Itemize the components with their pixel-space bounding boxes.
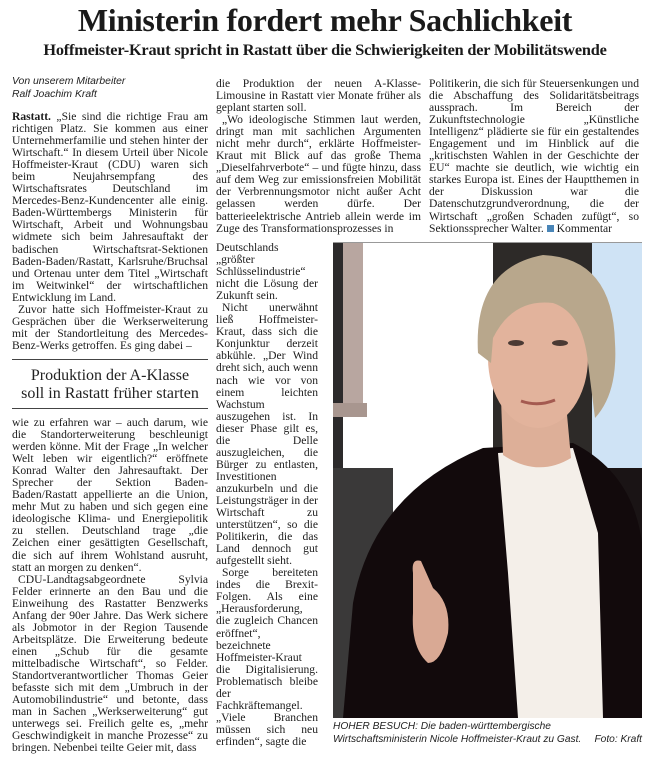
paragraph <box>429 78 639 235</box>
subheading <box>12 367 208 403</box>
eye <box>508 340 524 346</box>
paragraph: Sorge bereiteten indes die Brexit-Folgen. Als eine „Herausforderung, die zugleich Chancen eröffnet“, bezeichnete Hoffmeister-Kraut die Digitalisierung. Problematisch bleibe der Fachkräftemangel. „Viele Branchen müssen sich neu erfinden“, sagte die <box>216 566 318 748</box>
deck-subtitle: Hoffmeister-Kraut spricht in Rastatt über die Schwierigkeiten der Mobilitätswende <box>43 40 607 59</box>
photo-illustration <box>333 243 642 718</box>
body-column-1-bottom <box>12 417 208 754</box>
byline-role: Von unserem Mitarbeiter <box>12 76 126 87</box>
wall-panel <box>333 403 367 417</box>
paragraph-text: Politikerin, die sich für Steuersenkungen und die Abschaffung des Solidaritätsbeitrags aussprach. Im Bereich der Zukunftstechnologie „Künstliche Intelligenz“ plädierte sie für ein gestaltendes Engagement und im Hinblick auf die „kritischsten Wahlen in der Geschichte der EU“ machte sie deutlich, wie wichtig ein starkes Europa ist. Eines der Hauptthemen in der Diskussion war die Datenschutzgrundverordnung, die der Wirtschaft „großen Schaden zufügt“, so Sektionssprecher Walter. <box>429 77 639 235</box>
divider-rule <box>12 408 208 409</box>
subheading-line-1: Produktion der A-Klasse <box>30 367 190 384</box>
headline: Ministerin fordert mehr Sachlichkeit <box>77 2 573 38</box>
paragraph: die Produktion der neuen A-Klasse-Limousine in Rastatt vier Monate früher als geplant starten soll. <box>216 77 421 115</box>
body-column-3 <box>429 78 639 235</box>
paragraph: Zuvor hatte sich Hoffmeister-Kraut zu Gesprächen über die Werkserweiterung mit der Standortleitung des Mercedes-Benz-Werks getroffen. Es ging dabei – <box>12 302 208 352</box>
photo-portrait <box>333 242 642 718</box>
divider-rule <box>12 359 208 360</box>
subheading-line-2: soll in Rastatt früher starten <box>21 385 199 402</box>
byline-author: Ralf Joachim Kraft <box>12 89 97 100</box>
paragraph: Deutschlands „größter Schlüsselindustrie“ nicht die Lösung der Zukunft sein. <box>216 241 318 303</box>
paragraph: Nicht unerwähnt ließ Hoffmeister-Kraut, dass sich die Konjunktur derzeit abkühle. „Der Wind dreht sich, auch wenn nach wie vor von einem leichten Wachstum auszugehen ist. In dieser Phase gilt es, die Delle auszugleichen, die Bürger zu entlasten, Investitionen anzukurbeln und die Leistungsträger in der Wirtschaft zu unterstützen“, so die Politikerin, die das Land dennoch gut aufgestellt sieht. <box>216 301 318 568</box>
wall-panel <box>343 243 363 413</box>
paragraph-text: „Sie sind die richtige Frau am richtigen Platz. Sie kommen aus einer Unternehmerfamilie und stehen hinter der Wirtschaft.“ In diesem Urteil über Nicole Hoffmeister-Kraut (CDU) waren sich beim Neujahrsempfang des Wirtschaftsrates Deutschland im Mercedes-Benz-Kundencenter alle einig. Baden-Württembergs Ministerin für Wirtschaft, Arbeit und Wohnungsbau widmete sich beim Jahresauftakt der badischen Wirtschaftsrat-Sektionen Baden-Baden/Rastatt, Karlsruhe/Bruchsal und Ortenau unter dem Titel „Wirtschaft im Weitwinkel“ der wirtschaftlichen Entwicklung im Land. <box>12 110 208 304</box>
square-bullet-icon <box>547 225 554 232</box>
paragraph <box>12 111 208 304</box>
paragraph: CDU-Landtagsabgeordnete Sylvia Felder erinnerte an den Bau und die Einweihung des Rastatter Benzwerks Anfang der 90er Jahre. Das Werk sichere als Jobmotor in der Region Tausende Arbeitsplätze. Die Erweiterung bedeute einen „Schub für die gesamte mittelbadische Wirtschaft“, so Felder. Standortverantwortlicher Thomas Geier befasste sich mit dem „Umbruch in der Automobilindustrie“ und betonte, dass man in Sachen „Werkserweiterung“ gut unterwegs sei. Freilich gelte es, „mehr Geschwindigkeit in manche Prozesse“ zu bringen. Nebenbei teilte Geier mit, dass <box>12 572 208 755</box>
comment-link[interactable]: Kommentar <box>556 221 613 235</box>
eye <box>552 340 568 346</box>
paragraph: „Wo ideologische Stimmen laut werden, dringt man mit sachlichen Argumenten nicht mehr durch“, erklärte Hoffmeister-Kraut mit Blick auf das große Thema „Dieselfahrverbote“ – und fügte hinzu, dass auf dem Weg zur emissionsfreien Mobilität der Verbrennungsmotor nicht außer Acht gelassen werden dürfe. Der batterieelektrische Antrieb allein werde im Zuge des Transformationsprozesses in <box>216 113 421 235</box>
photo-caption <box>333 721 642 746</box>
body-column-2-narrow <box>216 242 318 748</box>
dateline: Rastatt. <box>12 110 51 123</box>
caption-text: HOHER BESUCH: Die baden-württembergische Wirtschaftsministerin Nicole Hoffmeister-Kraut zu Gast. <box>333 721 582 745</box>
body-column-1-top <box>12 111 208 352</box>
body-column-2-top <box>216 78 421 235</box>
paragraph: wie zu erfahren war – auch darum, wie die Standorterweiterung beschleunigt werden könne. Mit der Frage „In welcher Welt leben wir eigentlich?“ eröffnete Konrad Walter den Jahresauftakt. Der Sprecher der Sektion Baden-Baden/Rastatt appellierte an die Union, mehr Mut zu haben und sich gegen eine ideologische Klima- und Energiepolitik zu stellen. Deutschland trage „die Zeichen einer gesättigten Gesellschaft, die sich auf ihrem Wohlstand ausruht, statt an morgen zu denken“. <box>12 416 208 574</box>
byline <box>12 75 125 101</box>
photo-credit: Foto: Kraft <box>594 733 642 745</box>
wall-frame <box>333 243 343 473</box>
